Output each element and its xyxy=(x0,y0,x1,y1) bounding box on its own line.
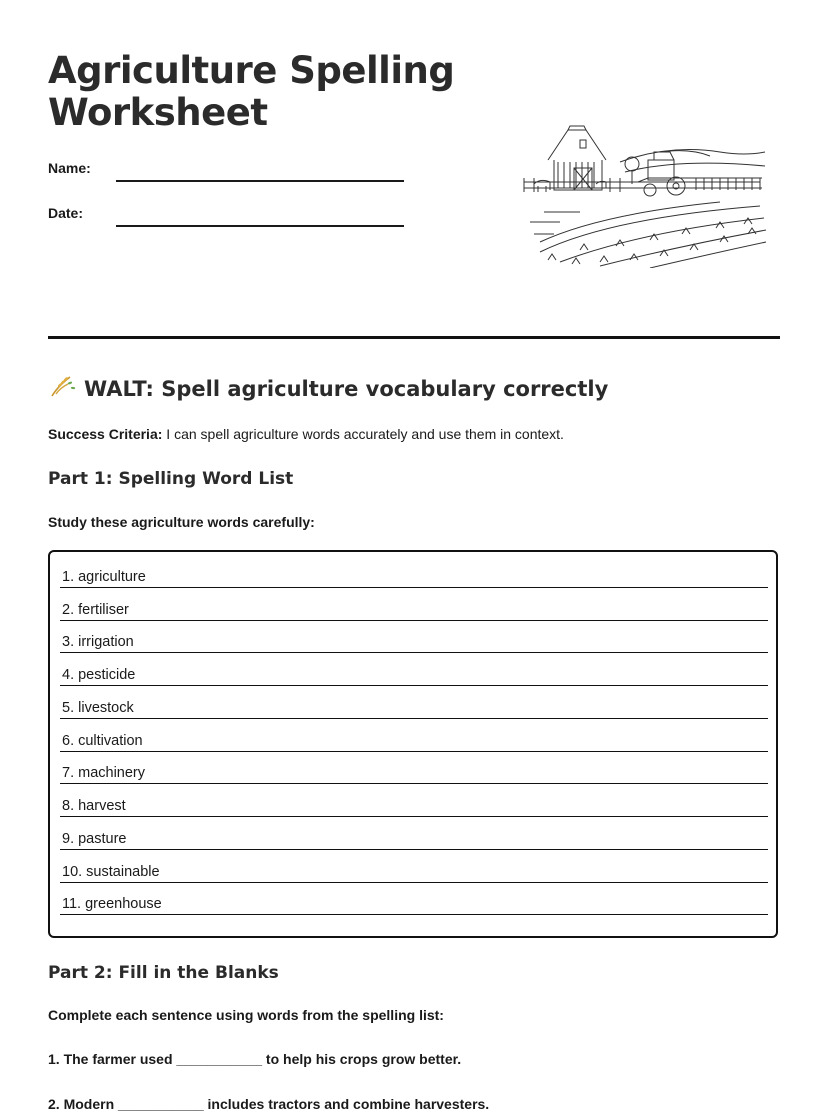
part2-heading: Part 2: Fill in the Blanks xyxy=(48,963,279,983)
farm-illustration xyxy=(520,122,768,268)
list-item: 1. agriculture xyxy=(60,555,768,588)
wheat-icon xyxy=(48,374,76,403)
list-item: 5. livestock xyxy=(60,686,768,719)
success-criteria-text: I can spell agriculture words accurately and use them in context. xyxy=(166,426,564,442)
list-item: 7. machinery xyxy=(60,751,768,784)
part1-heading: Part 1: Spelling Word List xyxy=(48,469,294,489)
list-item: 4. pesticide xyxy=(60,653,768,686)
fill-blank-question: 1. The farmer used ___________ to help his crops grow better. xyxy=(48,1051,462,1067)
spelling-word-list xyxy=(48,550,778,938)
walt-heading xyxy=(48,374,608,403)
walt-text: WALT: Spell agriculture vocabulary correctly xyxy=(84,376,609,401)
list-item: 3. irrigation xyxy=(60,620,768,653)
worksheet-title: Agriculture Spelling Worksheet xyxy=(48,49,455,134)
name-label: Name: xyxy=(48,160,91,176)
date-label: Date: xyxy=(48,205,84,221)
success-criteria xyxy=(48,426,564,442)
fill-blank-question: 2. Modern ___________ includes tractors and combine harvesters. xyxy=(48,1096,490,1112)
list-item: 2. fertiliser xyxy=(60,588,768,621)
name-field[interactable] xyxy=(116,180,404,182)
part2-instruction: Complete each sentence using words from the spelling list: xyxy=(48,1007,444,1023)
part1-instruction: Study these agriculture words carefully: xyxy=(48,514,315,530)
list-item: 6. cultivation xyxy=(60,719,768,752)
list-item: 10. sustainable xyxy=(60,850,768,883)
date-field[interactable] xyxy=(116,225,404,227)
list-item: 9. pasture xyxy=(60,817,768,850)
list-item: 8. harvest xyxy=(60,784,768,817)
list-item: 11. greenhouse xyxy=(60,882,768,915)
section-divider xyxy=(48,336,780,339)
success-criteria-label: Success Criteria: xyxy=(48,426,163,442)
